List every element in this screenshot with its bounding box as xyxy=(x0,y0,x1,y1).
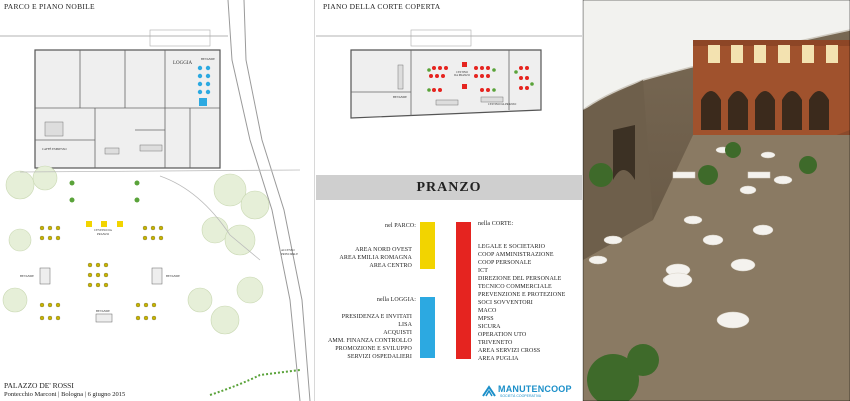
court-floor-plan xyxy=(316,0,582,175)
loggia-label: LOGGIA xyxy=(173,61,193,66)
corte-item: TRIVENETO xyxy=(478,340,513,346)
corte-item: AREA PUGLIA xyxy=(478,356,519,362)
parco-color-bar xyxy=(420,222,435,269)
caffe-label: CAFFÈ ESPRESSO xyxy=(42,147,67,151)
pranzo-title: PRANZO xyxy=(416,180,482,195)
corte-item: DIREZIONE DEL PERSONALE xyxy=(478,276,562,282)
left-panel-title: PARCO E PIANO NOBILE xyxy=(4,2,95,11)
logo-mark-icon xyxy=(482,385,496,397)
loggia-item: AMM. FINANZA CONTROLLO xyxy=(327,338,412,344)
logo-tagline: SOCIETÀ COOPERATIVA xyxy=(500,394,542,398)
corte-item: PREVENZIONE E PROTEZIONE xyxy=(478,292,566,298)
courtyard-photo xyxy=(583,0,850,401)
manutencoop-logo xyxy=(482,384,578,400)
corte-item: OPERATION UTO xyxy=(478,332,527,338)
pranzo-banner xyxy=(316,175,582,200)
loggia-item: LISA xyxy=(398,322,412,328)
cestino-court-label-2: CESTINO DA PRANZO xyxy=(488,103,517,106)
logo-name: MANUTENCOOP xyxy=(498,384,572,394)
parco-item: AREA CENTRO xyxy=(369,263,412,269)
corte-color-bar xyxy=(456,222,471,359)
corte-item: MACO xyxy=(478,308,497,314)
loggia-item: ACQUISTI xyxy=(383,330,412,336)
left-panel xyxy=(0,0,313,401)
bevande-park-label-2: BEVANDE xyxy=(166,274,180,278)
middle-panel-title: PIANO DELLA CORTE COPERTA xyxy=(323,2,441,11)
cestino-court-label-1: CESTINO DA PRANZO xyxy=(454,71,470,77)
corte-item: COOP AMMINISTRAZIONE xyxy=(478,252,554,258)
corte-item: COOP PERSONALE xyxy=(478,260,532,266)
corte-heading: nella CORTE: xyxy=(478,221,514,227)
courtyard-photo-illustration xyxy=(583,0,850,401)
bevande-court-label: BEVANDE xyxy=(393,95,407,99)
parco-item: AREA EMILIA ROMAGNA xyxy=(339,255,412,261)
parco-heading: nel PARCO: xyxy=(385,223,416,229)
bevande-floor-label: BEVANDE xyxy=(201,57,215,61)
venue-subtitle: Pontecchio Marconi | Bologna | 6 giugno 2015 xyxy=(4,391,126,398)
venue-title: PALAZZO DE' ROSSI xyxy=(4,381,74,390)
loggia-item: SERVIZI OSPEDALIERI xyxy=(347,354,412,360)
accesso-label: ACCESSO PRINCIPALE xyxy=(281,248,299,256)
parco-item: AREA NORD OVEST xyxy=(355,247,412,253)
loggia-color-bar xyxy=(420,297,435,358)
bevande-park-label-3: BEVANDE xyxy=(96,309,110,313)
corte-item: MPSS xyxy=(478,316,494,322)
cestino-park-label: CESTINO DA PRANZO xyxy=(94,228,112,236)
corte-item: AREA SERVIZI CROSS xyxy=(478,348,541,354)
corte-item: SOCI SOVVENTORI xyxy=(478,300,533,306)
corte-item: ICT xyxy=(478,268,488,274)
left-divider xyxy=(314,0,315,401)
loggia-heading: nella LOGGIA: xyxy=(376,297,416,303)
loggia-item: PROMOZIONE E SVILUPPO xyxy=(335,346,412,352)
corte-item: SICURA xyxy=(478,324,501,330)
corte-item: TECNICO COMMERCIALE xyxy=(478,284,552,290)
corte-item: LEGALE E SOCIETARIO xyxy=(478,244,546,250)
bevande-park-label-1: BEVANDE xyxy=(20,274,34,278)
middle-panel xyxy=(316,0,582,401)
park-and-floor-plan xyxy=(0,0,313,401)
loggia-item: PRESIDENZA E INVITATI xyxy=(341,314,412,320)
